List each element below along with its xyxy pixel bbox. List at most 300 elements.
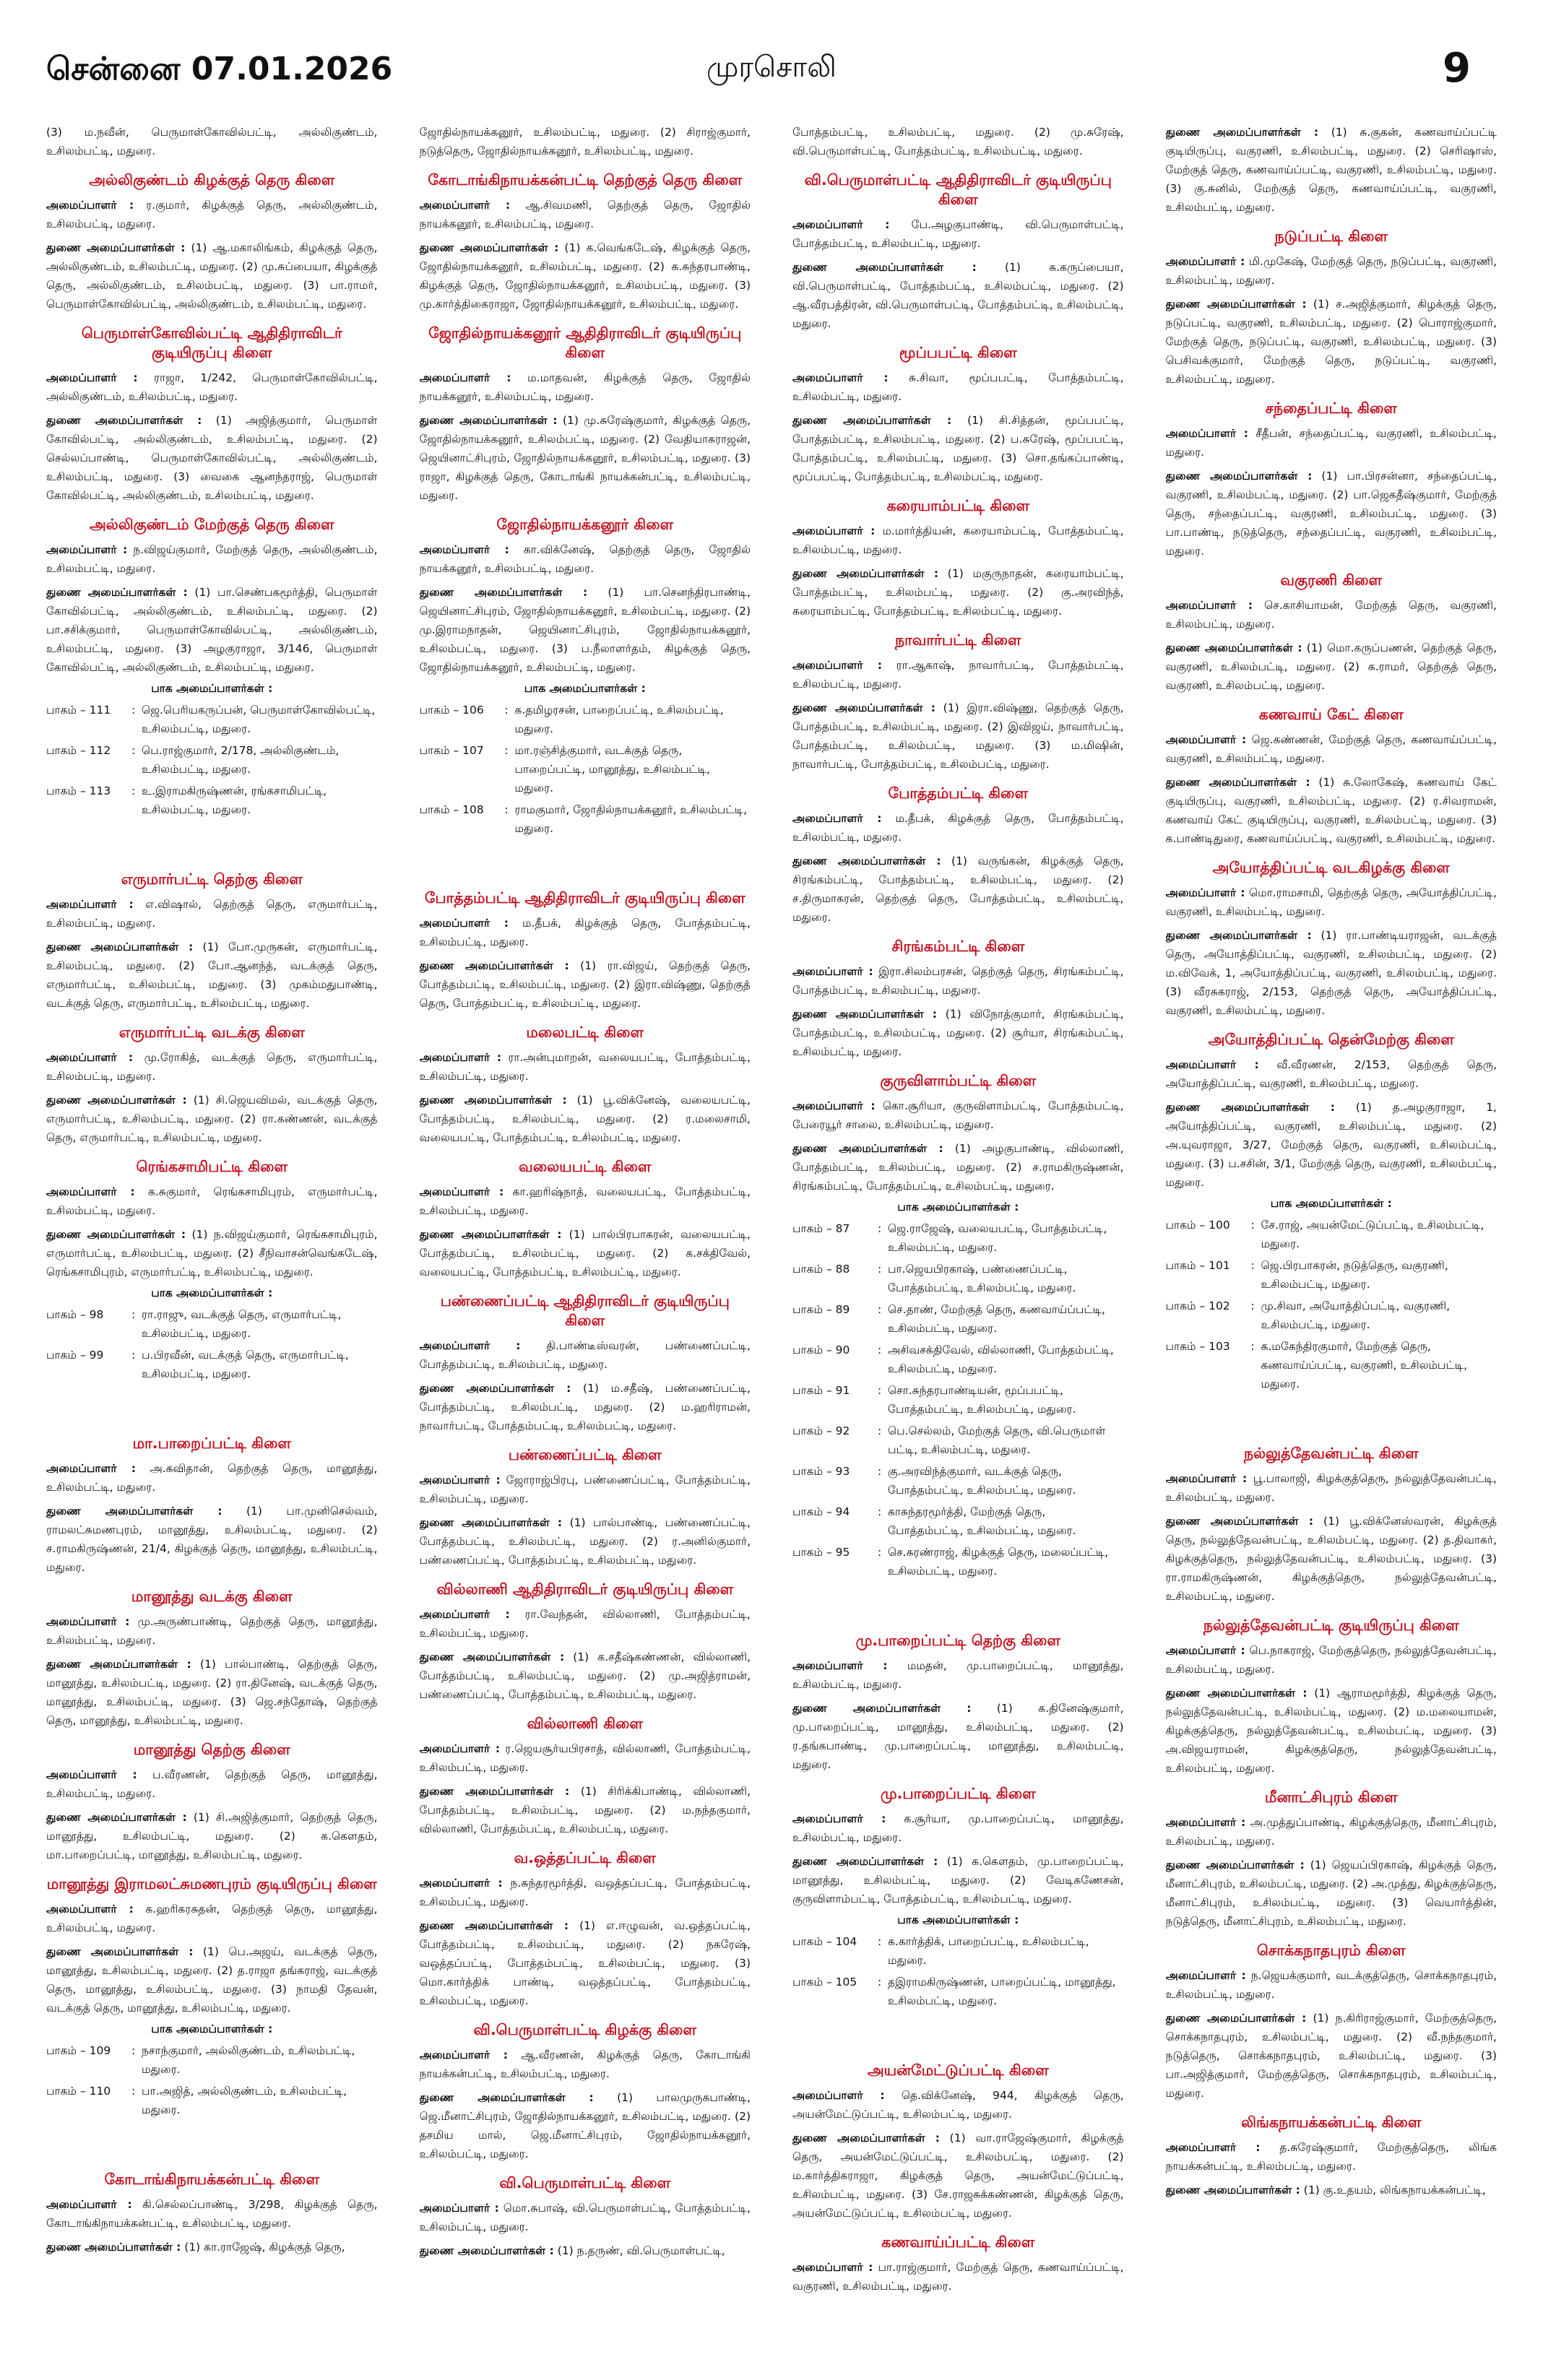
member-paragraph xyxy=(46,1808,378,1864)
branch-section xyxy=(1166,123,1497,217)
member-text: (1) கு.உதயம், லிங்கநாயக்கன்பட்டி, xyxy=(1300,2184,1486,2197)
member-paragraph xyxy=(792,1096,1124,1134)
member-text: பா.ராஜ்குமார், மேற்குத் தெரு, கணவாய்ப்பட்டி, வகுரணி, உசிலம்பட்டி, மதுரை. xyxy=(792,2261,1124,2293)
role-label: அமைப்பாளர் : xyxy=(419,371,511,384)
member-text: இரா.சிலம்பரசன், தெற்குத் தெரு, சிரங்கம்பட்டி, போத்தம்பட்டி, உசிலம்பட்டி, மதுரை. xyxy=(792,965,1124,997)
branch-title: மா.பாறைப்பட்டி கிளை xyxy=(132,1435,291,1452)
member-text: (1) சு.லோகேஷ், கணவாய் கேட் குடியிருப்பு, வகுரணி, உசிலம்பட்டி, மதுரை. (2) ர.சிவராமன், கணவாய் கேட் குடியிருப்பு, வகுரணி, உசிலம்பட்டி, மதுரை. (3) க.பாண்டிதுரை, கணவாய்ப்பட்டி, வகுரணி, உசிலம்பட்டி, மதுரை. xyxy=(1165,776,1497,845)
member-text: (1) சு.கருப்பையா, வி.பெருமாள்பட்டி, போத்தம்பட்டி, உசிலம்பட்டி, மதுரை. (2) ஆ.வீரபத்திரன், வி.பெருமாள்பட்டி, போத்தம்பட்டி, உசிலம்பட்டி, மதுரை. xyxy=(792,261,1124,330)
member-paragraph xyxy=(1166,2009,1497,2103)
branch-section xyxy=(46,1023,378,1147)
role-label: அமைப்பாளர் : xyxy=(419,1742,501,1755)
member-text: ஜோராஜ்பிரபு, பண்ணைப்பட்டி, போத்தம்பட்டி, உசிலம்பட்டி, மதுரை. xyxy=(419,1474,751,1505)
member-text: ஜெ.கண்ணன், மேற்குத் தெரு, கணவாய்ப்பட்டி, வகுரணி, உசிலம்பட்டி, மதுரை. xyxy=(1165,733,1497,765)
booth-number: பாகம் – 98 xyxy=(46,1308,104,1321)
branch-title: அல்லிகுண்டம் கிழக்குத் தெரு கிளை xyxy=(89,171,335,189)
branch-section xyxy=(792,1784,1124,2010)
branch-section xyxy=(420,170,751,313)
page-number: 9 xyxy=(1443,45,1471,92)
role-label: துணை அமைப்பாளர்கள் : xyxy=(46,940,194,953)
member-paragraph xyxy=(420,2241,751,2260)
member-text: (1) வா.ராஜேஷ்குமார், கிழக்குத் தெரு, அயன்மேட்டுப்பட்டி, உசிலம்பட்டி, மதுரை. (2) ம.கார்த்திகராஜா, கிழக்குத் தெரு, அயன்மேட்டுப்பட்டி, உசிலம்பட்டி, மதுரை. (3) சே.ராஜசுக்கண்ணன், கிழக்குத் தெரு, அயன்மேட்டுப்பட்டி, உசிலம்பட்டி, மதுரை. xyxy=(792,2132,1124,2220)
member-paragraph xyxy=(420,583,751,677)
role-label: அமைப்பாளர் : xyxy=(46,1615,130,1628)
separator-colon: : xyxy=(878,1505,882,1518)
role-label: துணை அமைப்பாளர்கள் : xyxy=(419,1094,567,1107)
booth-member: கு.அரவிந்த்குமார், வடக்குத் தெரு, போத்தம்பட்டி, உசிலம்பட்டி, மதுரை. xyxy=(888,1465,1076,1497)
role-label: துணை அமைப்பாளர்கள் : xyxy=(1165,929,1312,942)
member-text: (1) சி.அஜித்குமார், தெற்குத் தெரு, மானூத்து, உசிலம்பட்டி, மதுரை. (2) க.கௌதம், மா.பாறைப்பட்டி, மானூத்து, உசிலம்பட்டி, மதுரை. xyxy=(46,1811,378,1861)
role-label: துணை அமைப்பாளர்கள் : xyxy=(1165,2012,1307,2025)
member-paragraph xyxy=(1166,926,1497,1020)
branch-section xyxy=(792,937,1124,1061)
role-label: துணை அமைப்பாளர்கள் : xyxy=(46,586,188,599)
role-label: அமைப்பாளர் : xyxy=(792,218,890,231)
member-text: தி.பாண்டீஸ்வரன், பண்ணைப்பட்டி, போத்தம்பட்டி, உசிலம்பட்டி, மதுரை. xyxy=(419,1339,751,1371)
separator-colon: : xyxy=(131,704,136,717)
booth-number: பாகம் – 105 xyxy=(792,1976,857,1989)
member-paragraph xyxy=(46,238,378,313)
booth-number: பாகம் – 101 xyxy=(1165,1259,1230,1272)
role-label: அமைப்பாளர் : xyxy=(419,1185,504,1198)
booth-number: பாகம் – 93 xyxy=(792,1465,850,1478)
branch-title: ஜோதில்நாயக்கனூர் ஆதிதிராவிடர் குடியிருப்பு கிளை xyxy=(428,324,742,361)
role-label: துணை அமைப்பாளர்கள் : xyxy=(1165,776,1310,789)
separator-colon: : xyxy=(878,1303,882,1316)
branch-title: அயோத்திப்பட்டி தென்மேற்கு கிளை xyxy=(1208,1031,1454,1048)
member-text: கா.ஹரிஷ்நாத், வலையபட்டி, போத்தம்பட்டி, உசிலம்பட்டி, மதுரை. xyxy=(419,1185,751,1217)
role-label: துணை அமைப்பாளர்கள் : xyxy=(1165,2184,1300,2197)
branch-section xyxy=(792,784,1124,927)
booth-row xyxy=(1166,1256,1497,1294)
separator-colon: : xyxy=(878,1935,882,1948)
booth-member: சொ.சுந்தரபாண்டியன், மூப்பபட்டி, போத்தம்பட்டி, உசிலம்பட்டி, மதுரை. xyxy=(888,1384,1076,1416)
branch-title: பண்ணைப்பட்டி கிளை xyxy=(508,1446,662,1463)
member-paragraph xyxy=(1166,2181,1497,2199)
branch-section xyxy=(46,170,378,313)
branch-title: கரையாம்பட்டி கிளை xyxy=(886,497,1030,514)
member-text: (1) மகுருநாதன், கரையாம்பட்டி, போத்தம்பட்டி, உசிலம்பட்டி, மதுரை. (2) கு.அரவிந்த், கரையாம்பட்டி, போத்தம்பட்டி, உசிலம்பட்டி, மதுரை. xyxy=(792,567,1124,618)
booth-number: பாகம் – 102 xyxy=(1165,1299,1230,1312)
booth-row xyxy=(792,1543,1124,1580)
branch-title: மானூத்து இராமலட்சுமணபுரம் குடியிருப்பு கிளை xyxy=(46,1875,377,1892)
member-paragraph xyxy=(46,1182,378,1220)
booth-member: மு.சிவா, அயோத்திப்பட்டி, வகுரணி, உசிலம்பட்டி, மதுரை. xyxy=(1261,1299,1451,1331)
member-paragraph xyxy=(420,2046,751,2083)
branch-section xyxy=(792,631,1124,774)
separator-colon: : xyxy=(1250,1299,1255,1312)
role-label: துணை அமைப்பாளர்கள் : xyxy=(1165,641,1302,654)
member-paragraph xyxy=(792,2086,1124,2124)
role-label: துணை அமைப்பாளர்கள் : xyxy=(46,2241,181,2254)
separator-colon: : xyxy=(878,1384,882,1397)
branch-section xyxy=(420,324,751,505)
member-text: (1) கா.ராஜேஷ், கிழக்குத் தெரு, xyxy=(181,2241,345,2254)
booth-row xyxy=(46,1346,378,1383)
branch-section xyxy=(46,324,378,505)
separator-colon: : xyxy=(878,1976,882,1989)
member-paragraph xyxy=(420,1048,751,1086)
branch-section xyxy=(420,1023,751,1147)
role-label: துணை அமைப்பாளர்கள் : xyxy=(792,854,941,867)
booth-member: க.தமிழரசன், பாறைப்பட்டி, உசிலம்பட்டி, மதுரை. xyxy=(514,704,724,735)
member-paragraph xyxy=(1166,1098,1497,1192)
member-text: (1) ஜெயப்பிரகாஷ், கிழக்குத் தெரு, மீனாட்சிபுரம், உசிலம்பட்டி, மதுரை. (2) அ.முத்து, கிழக்குத்தெரு, மீனாட்சிபுரம், உசிலம்பட்டி, மதுரை. (3) வெயார்த்தின், நடுத்தெரு, மீனாட்சிபுரம், உசிலம்பட்டி, மதுரை. xyxy=(1165,1858,1497,1928)
member-text: (1) க.வெங்கடேஷ், கிழக்குத் தெரு, ஜோதில்நாயக்கனூர், உசிலம்பட்டி, மதுரை. (2) க.சுந்தரபாண்டி, கிழக்குத் தெரு, ஜோதில்நாயக்கனூர், உசிலம்பட்டி, மதுரை. (3) மு.கார்த்திகைராஜா, ஜோதில்நாயக்கனூர், உசிலம்பட்டி, மதுரை. xyxy=(419,241,751,311)
member-paragraph xyxy=(1166,773,1497,848)
booth-row xyxy=(420,741,751,797)
member-text: எ.விஷால், தெற்குத் தெரு, எருமார்பட்டி, உசிலம்பட்டி, மதுரை. xyxy=(46,898,378,930)
booth-heading: பாக அமைப்பாளர்கள் : xyxy=(1270,1197,1392,1210)
booth-row xyxy=(1166,1297,1497,1334)
member-text: (1) சு.குகன், கணவாய்ப்பட்டி குடியிருப்பு, வகுரணி, உசிலம்பட்டி, மதுரை. (2) செரிஷாஸ், மேற்குத் தெரு, கணவாய்ப்பட்டி, வகுரணி, உசிலம்பட்டி, மதுரை. (3) கு.சுனில், மேற்குத் தெரு, கணவாய்ப்பட்டி, வகுரணி, உசிலம்பட்டி, மதுரை. xyxy=(1165,126,1497,214)
member-paragraph xyxy=(1166,252,1497,290)
member-paragraph xyxy=(792,411,1124,486)
role-label: துணை அமைப்பாளர்கள் : xyxy=(419,1382,571,1395)
member-text: (1) பாலமுருகபாண்டி, ஜெ.மீனாட்சிபுரம், ஜோதில்நாயக்கனூர், உசிலம்பட்டி, மதுரை. (2) தசமிய மால், ஜெ.மீனாட்சிபுரம், ஜோதில்நாயக்கனூர், உசிலம்பட்டி, மதுரை. xyxy=(419,2091,751,2160)
role-label: அமைப்பாளர் : xyxy=(419,2202,499,2215)
booth-member: ராமகுமார், ஜோதில்நாயக்கனூர், உசிலம்பட்டி, மதுரை. xyxy=(514,803,748,835)
branch-section xyxy=(46,870,378,1013)
member-text: (1) மொ.கருப்பணன், தெற்குத் தெரு, வகுரணி, உசிலம்பட்டி, மதுரை. (2) க.ராமர், தெற்குத் தெரு, வகுரணி, உசிலம்பட்டி, மதுரை. xyxy=(1165,641,1497,692)
separator-colon: : xyxy=(1250,1340,1255,1353)
branch-section xyxy=(1166,705,1497,848)
member-text: ம.மாதவன், கிழக்குத் தெரு, ஜோதில் நாயக்கனூர், உசிலம்பட்டி, மதுரை. xyxy=(419,371,751,403)
role-label: துணை அமைப்பாளர்கள் : xyxy=(792,1008,937,1021)
member-text: (1) வருங்கன், கிழக்குத் தெரு, சிரங்கம்பட்டி, போத்தம்பட்டி, உசிலம்பட்டி, மதுரை. (2) ச.திருமாகரன், தெற்குத் தெரு, போத்தம்பட்டி, உசிலம்பட்டி, மதுரை. xyxy=(792,854,1124,924)
separator-colon: : xyxy=(131,2085,136,2098)
booth-row xyxy=(420,701,751,738)
role-label: அமைப்பாளர் : xyxy=(46,1462,136,1475)
member-paragraph xyxy=(1166,295,1497,389)
booth-member: நசாந்குமார், அல்லிகுண்டம், உசிலம்பட்டி, மதுரை. xyxy=(142,2044,355,2076)
role-label: அமைப்பாளர் : xyxy=(1165,1472,1248,1485)
branch-title: ஜோதில்நாயக்கனூர் கிளை xyxy=(496,516,674,533)
member-text: மொ.சுபாஷ், வி.பெருமாள்பட்டி, போத்தம்பட்டி, உசிலம்பட்டி, மதுரை. xyxy=(419,2202,751,2233)
member-paragraph xyxy=(1166,1856,1497,1931)
member-paragraph xyxy=(46,895,378,932)
branch-title: சொக்கநாதபுரம் கிளை xyxy=(1256,1942,1406,1959)
branch-title: வில்லாணி கிளை xyxy=(527,1715,643,1732)
member-text: (1) க.தினேஷ்குமார், மு.பாறைப்பட்டி, மானூத்து, உசிலம்பட்டி, மதுரை. (2) ர.தங்கபாண்டி, மு.பாறைப்பட்டி, மானூத்து, உசிலம்பட்டி, மதுரை. xyxy=(792,1702,1124,1771)
booth-number: பாகம் – 91 xyxy=(792,1384,850,1397)
member-text: ராஜா, 1/242, பெருமாள்கோவில்பட்டி, அல்லிகுண்டம், உசிலம்பட்டி, மதுரை. xyxy=(46,371,378,403)
booth-member: ரா.ராஜு, வடக்குத் தெரு, எருமார்பட்டி, உசிலம்பட்டி, மதுரை. xyxy=(142,1308,342,1340)
booth-number: பாகம் – 89 xyxy=(792,1303,850,1316)
role-label: அமைப்பாளர் : xyxy=(46,1185,135,1198)
branch-section xyxy=(46,1434,378,1577)
member-paragraph xyxy=(1166,467,1497,561)
branch-title: நல்லுத்தேவன்பட்டி கிளை xyxy=(1243,1445,1419,1462)
column-3 xyxy=(792,123,1124,2369)
member-paragraph xyxy=(792,1656,1124,1694)
booth-number: பாகம் – 94 xyxy=(792,1505,850,1518)
role-label: துணை அமைப்பாளர்கள் : xyxy=(792,567,939,580)
booth-row xyxy=(792,1973,1124,2010)
booth-member: அசிவசக்திவேல், வில்லாணி, போத்தம்பட்டி, உசிலம்பட்டி, மதுரை. xyxy=(888,1343,1114,1375)
member-text: ர.குமார், கிழக்குத் தெரு, அல்லிகுண்டம், உசிலம்பட்டி, மதுரை. xyxy=(46,199,378,230)
booth-member: சே.ராஜ், அயன்மேட்டுப்பட்டி, உசிலம்பட்டி, மதுரை. xyxy=(1261,1219,1484,1250)
branch-title: வி.பெருமாள்பட்டி கிழக்கு கிளை xyxy=(473,2021,696,2038)
member-text: ந.சுந்தரமூர்த்தி, வஒத்தப்பட்டி, போத்தம்பட்டி, உசிலம்பட்டி, மதுரை. xyxy=(419,1877,751,1908)
branch-section xyxy=(1166,1444,1497,1606)
branch-title: குருவிளாம்பட்டி கிளை xyxy=(880,1072,1037,1089)
booth-row xyxy=(46,701,378,738)
separator-colon: : xyxy=(131,2044,136,2057)
member-paragraph xyxy=(420,956,751,1013)
branch-title: வி.பெருமாள்பட்டி கிளை xyxy=(499,2174,671,2191)
booth-member: செ.தாண், மேற்குத் தெரு, கணவாய்ப்பட்டி, உசிலம்பட்டி, மதுரை. xyxy=(888,1303,1105,1335)
member-paragraph xyxy=(420,1225,751,1281)
member-text: (1) பால்பாண்டி, பண்ணைப்பட்டி, போத்தம்பட்டி, உசிலம்பட்டி, மதுரை. (2) ர.அனில்குமார், பண்ணைப்பட்டி, போத்தம்பட்டி, உசிலம்பட்டி, மதுரை. xyxy=(419,1516,751,1567)
member-text: (1) ந.விஜய்குமார், ரெங்கசாமிபுரம், எருமார்பட்டி, உசிலம்பட்டி, மதுரை. (2) சீநிவாசன்வெங்கடேஷ், ரெங்கசாமிபுரம், எருமார்பட்டி, உசிலம்பட்டி, மதுரை. xyxy=(46,1228,378,1278)
role-label: அமைப்பாளர் : xyxy=(792,1659,888,1672)
separator-colon: : xyxy=(504,704,509,717)
member-text: (1) ச.அஜித்குமார், கிழக்குத் தெரு, நடுப்பட்டி, வகுரணி, உசிலம்பட்டி, மதுரை. (2) பொராஜ்குமார், மேற்குத் தெரு, நடுப்பட்டி, வகுரணி, உசிலம்பட்டி, மதுரை. (3) பெசிவக்குமார், மேற்குத் தெரு, நடுப்பட்டி, வகுரணி, உசிலம்பட்டி, மதுரை. xyxy=(1165,298,1497,386)
branch-section xyxy=(420,1291,751,1435)
member-text: (1) பெ.அஜய், வடக்குத் தெரு, மானூத்து, உசிலம்பட்டி, மதுரை. (2) த.ராஜா தங்கராஜ், வடக்குத் தெரு, மானூத்து, உசிலம்பட்டி, மதுரை. (3) நாமதி தேவன், வடக்குத் தெரு, மானூத்து, உசிலம்பட்டி, மதுரை. xyxy=(46,1945,378,2015)
branch-section xyxy=(420,1157,751,1281)
role-label: அமைப்பாளர் : xyxy=(419,1608,510,1621)
booth-row xyxy=(792,1341,1124,1378)
member-text: போத்தம்பட்டி, உசிலம்பட்டி, மதுரை. (2) மு.சுரேஷ், வி.பெருமாள்பட்டி, போத்தம்பட்டி, உசிலம்பட்டி, மதுரை. xyxy=(792,126,1124,157)
member-text: (1) த.அழகுராஜா, 1, அயோத்திப்பட்டி, வகுரணி, உசிலம்பட்டி, மதுரை. (2) அ.யுவராஜா, 3/27, மேற்குத் தெரு, வகுரணி, உசிலம்பட்டி, மதுரை. (3) ப.சசின், 3/1, மேற்குத் தெரு, வகுரணி, உசிலம்பட்டி, மதுரை. xyxy=(1165,1101,1497,1189)
member-text: (1) க.சதீஷ்கண்ணன், வில்லாணி, போத்தம்பட்டி, உசிலம்பட்டி, மதுரை. (2) மு.அஜித்ராமன், பண்ணைப்பட்டி, போத்தம்பட்டி, உசிலம்பட்டி, மதுரை. xyxy=(419,1650,751,1701)
booth-member: பா.அஜித், அல்லிகுண்டம், உசிலம்பட்டி, மதுரை. xyxy=(142,2085,347,2116)
booth-number: பாகம் – 112 xyxy=(46,744,111,757)
member-paragraph xyxy=(420,123,751,160)
role-label: துணை அமைப்பாளர்கள் : xyxy=(419,1785,570,1798)
separator-colon: : xyxy=(878,1263,882,1276)
member-paragraph xyxy=(420,1605,751,1643)
member-text: (1) பூ.விக்னேஷ், வலையபட்டி, போத்தம்பட்டி, உசிலம்பட்டி, மதுரை. (2) ர.மலைசாமி, வலையபட்டி, போத்தம்பட்டி, உசிலம்பட்டி, மதுரை. xyxy=(419,1094,751,1144)
branch-section xyxy=(420,515,751,838)
branch-title: அயோத்திப்பட்டி வடகிழக்கு கிளை xyxy=(1212,859,1450,876)
branch-title: வலையபட்டி கிளை xyxy=(519,1158,652,1175)
branch-title: மு.பாறைப்பட்டி தெற்கு கிளை xyxy=(855,1632,1060,1649)
role-label: அமைப்பாளர் : xyxy=(419,199,511,212)
branch-section xyxy=(46,1157,378,1383)
booth-heading: பாக அமைப்பாளர்கள் : xyxy=(151,2022,273,2035)
branch-title: ரெங்கசாமிபட்டி கிளை xyxy=(136,1158,288,1175)
member-paragraph xyxy=(1166,1813,1497,1851)
member-paragraph xyxy=(420,1648,751,1704)
member-paragraph xyxy=(46,1612,378,1650)
member-paragraph xyxy=(46,540,378,578)
booth-member: ஜெ.பெரியகருப்பன், பெருமாள்கோவில்பட்டி, உசிலம்பட்டி, மதுரை. xyxy=(142,704,376,735)
member-text: பூ.பாலாஜி, கிழக்குத்தெரு, நல்லுத்தேவன்பட்டி, உசிலம்பட்டி, மதுரை. xyxy=(1165,1472,1497,1504)
role-label: அமைப்பாளர் : xyxy=(1165,733,1247,746)
booth-number: பாகம் – 103 xyxy=(1165,1340,1230,1353)
member-paragraph xyxy=(1166,123,1497,217)
separator-colon: : xyxy=(131,1308,136,1321)
booth-row xyxy=(46,1305,378,1343)
separator-colon: : xyxy=(504,744,509,757)
member-text: (1) விநோத்குமார், சிரங்கம்பட்டி, போத்தம்பட்டி, உசிலம்பட்டி, மதுரை. (2) சூர்யா, சிரங்கம்பட்டி, உசிலம்பட்டி, மதுரை. xyxy=(792,1008,1124,1058)
branch-title: மீனாட்சிபுரம் கிளை xyxy=(1264,1788,1398,1806)
member-paragraph xyxy=(420,1091,751,1147)
member-text: (1) மு.சுரேஷ்குமார், கிழக்குத் தெரு, ஜோதில்நாயக்கனூர், உசிலம்பட்டி, மதுரை. (2) வேதியாகராஜன், ஜெயினாட்சிபுரம், ஜோதில்நாயக்கனூர், உசிலம்பட்டி, மதுரை. (3) ராஜா, கிழக்குத் தெரு, கோடாங்கி நாயக்கன்பட்டி, உசிலம்பட்டி, மதுரை. xyxy=(419,414,751,502)
branch-section xyxy=(46,1874,378,2119)
member-paragraph xyxy=(792,123,1124,160)
member-paragraph xyxy=(420,368,751,406)
branch-title: நடுப்பட்டி கிளை xyxy=(1274,228,1388,245)
role-label: துணை அமைப்பாளர்கள் : xyxy=(419,241,559,254)
member-paragraph xyxy=(46,1091,378,1147)
booth-row xyxy=(46,2041,378,2079)
role-label: துணை அமைப்பாளர்கள் : xyxy=(419,1516,563,1529)
member-paragraph xyxy=(792,1699,1124,1774)
booth-member: காசுந்தரமூர்த்தி, மேற்குத் தெரு, போத்தம்பட்டி, உசிலம்பட்டி, மதுரை. xyxy=(888,1505,1076,1537)
member-text: அ.முத்துப்பாண்டி, கிழக்குத்தெரு, மீனாட்சிபுரம், உசிலம்பட்டி, மதுரை. xyxy=(1165,1816,1497,1848)
booth-number: பாகம் – 90 xyxy=(792,1343,850,1356)
branch-title: எருமார்பட்டி வடக்கு கிளை xyxy=(118,1024,305,1041)
member-text: செ.காசியாமன், மேற்குத் தெரு, வகுரணி, உசிலம்பட்டி, மதுரை. xyxy=(1165,599,1497,631)
role-label: அமைப்பாளர் : xyxy=(1165,886,1245,899)
role-label: அமைப்பாளர் : xyxy=(792,812,882,825)
branch-title: கணவாய் கேட் கிளை xyxy=(1258,706,1404,723)
branch-title: நல்லுத்தேவன்பட்டி குடியிருப்பு கிளை xyxy=(1203,1617,1459,1634)
member-paragraph xyxy=(792,852,1124,927)
separator-colon: : xyxy=(878,1424,882,1437)
member-text: அ.கவிதான், தெற்குத் தெரு, மானூத்து, உசிலம்பட்டி, மதுரை. xyxy=(46,1462,378,1494)
booth-number: பாகம் – 100 xyxy=(1165,1219,1230,1232)
member-text: ரா.அன்புமாறன், வலையபட்டி, போத்தம்பட்டி, உசிலம்பட்டி, மதுரை. xyxy=(419,1051,751,1083)
booth-row xyxy=(792,1421,1124,1459)
member-paragraph xyxy=(46,123,378,160)
member-paragraph xyxy=(46,1502,378,1577)
role-label: துணை அமைப்பாளர்கள் : xyxy=(792,2132,940,2145)
member-text: (1) அழகுபாண்டி, வில்லாணி, போத்தம்பட்டி, உசிலம்பட்டி, மதுரை. (2) ச.ராமகிருஷ்ணன், சிரங்கம்பட்டி, போத்தம்பட்டி, உசிலம்பட்டி, மதுரை. xyxy=(792,1142,1124,1193)
member-text: (1) சிரிக்கிபாண்டி, வில்லாணி, போத்தம்பட்டி, உசிலம்பட்டி, மதுரை. (2) ம.நந்தகுமார், வில்லாணி, போத்தம்பட்டி, உசிலம்பட்டி, மதுரை. xyxy=(419,1785,751,1835)
member-paragraph xyxy=(1166,1512,1497,1606)
dateline: சென்னை 07.01.2026 xyxy=(46,51,393,87)
member-text: (1) ம.சதீஷ், பண்ணைப்பட்டி, போத்தம்பட்டி, உசிலம்பட்டி, மதுரை. (2) ம.ஹரிராமன், நாவார்பட்டி, போத்தம்பட்டி, உசிலம்பட்டி, மதுரை. xyxy=(419,1382,751,1432)
member-text: ம.மார்த்தியன், கரையாம்பட்டி, போத்தம்பட்டி, உசிலம்பட்டி, மதுரை. xyxy=(792,524,1124,556)
branch-section xyxy=(792,343,1124,486)
member-text: ந.ஜெயக்குமார், வடக்குத்தெரு, சொக்கநாதபுரம், உசிலம்பட்டி, மதுரை. xyxy=(1165,1969,1497,2001)
branch-title: மானூத்து வடக்கு கிளை xyxy=(131,1588,293,1605)
member-text: க.ஹரிகரசுதன், தெற்குத் தெரு, மானூத்து, உசிலம்பட்டி, மதுரை. xyxy=(46,1903,378,1934)
branch-section xyxy=(46,2170,378,2256)
member-paragraph xyxy=(1166,883,1497,921)
role-label: அமைப்பாளர் : xyxy=(419,2048,509,2061)
role-label: அமைப்பாளர் : xyxy=(1165,599,1253,612)
member-paragraph xyxy=(46,1655,378,1730)
role-label: அமைப்பாளர் : xyxy=(792,2261,873,2274)
separator-colon: : xyxy=(131,1349,136,1362)
booth-row xyxy=(792,1932,1124,1970)
booth-member: பா.ஜெயபிரகாஷ், பண்ணைப்பட்டி, போத்தம்பட்டி, உசிலம்பட்டி, மதுரை. xyxy=(888,1263,1076,1294)
role-label: துணை அமைப்பாளர்கள் : xyxy=(792,701,935,714)
member-paragraph xyxy=(792,1005,1124,1061)
member-paragraph xyxy=(420,1471,751,1508)
booth-member: பெ.ராஜ்குமார், 2/178, அல்லிகுண்டம், உசிலம்பட்டி, மதுரை. xyxy=(142,744,340,776)
member-text: (1) அஜித்குமார், பெருமாள் கோவில்பட்டி, அல்லிகுண்டம், உசிலம்பட்டி, மதுரை. (2) செல்லப்பாண்டி, பெருமாள்கோவில்பட்டி, அல்லிகுண்டம், உசிலம்பட்டி, மதுரை. (3) வைகை ஆனந்தராஜ், பெருமாள் கோவில்பட்டி, அல்லிகுண்டம், உசிலம்பட்டி, மதுரை. xyxy=(46,414,378,502)
role-label: அமைப்பாளர் : xyxy=(46,2198,132,2211)
role-label: அமைப்பாளர் : xyxy=(792,1099,876,1112)
member-text: க.சுகுமார், ரெங்கசாமிபுரம், எருமார்பட்டி, உசிலம்பட்டி, மதுரை. xyxy=(46,1185,378,1217)
member-paragraph xyxy=(420,914,751,951)
role-label: துணை அமைப்பாளர்கள் : xyxy=(792,1142,943,1155)
booth-member: ஜெ.பிரபாகரன், நடுத்தெரு, வகுரணி, உசிலம்பட்டி, மதுரை. xyxy=(1261,1259,1448,1291)
booth-row xyxy=(1166,1216,1497,1253)
member-paragraph xyxy=(792,962,1124,1000)
page-header xyxy=(0,0,1543,101)
member-text: பே.அழகுபாண்டி, வி.பெருமாள்பட்டி, போத்தம்பட்டி, உசிலம்பட்டி, மதுரை. xyxy=(792,218,1124,250)
member-paragraph xyxy=(420,1782,751,1838)
member-paragraph xyxy=(792,215,1124,253)
member-paragraph xyxy=(792,1852,1124,1908)
member-paragraph xyxy=(420,1874,751,1911)
member-paragraph xyxy=(792,809,1124,847)
booth-number: பாகம் – 104 xyxy=(792,1935,857,1948)
booth-heading: பாக அமைப்பாளர்கள் : xyxy=(897,1200,1019,1213)
member-paragraph xyxy=(46,196,378,233)
member-paragraph xyxy=(420,2199,751,2236)
booth-number: பாகம் – 95 xyxy=(792,1546,850,1559)
branch-title: பண்ணைப்பட்டி ஆதிதிராவிடர் குடியிருப்பு கிளை xyxy=(440,1292,730,1329)
branch-section xyxy=(1166,399,1497,561)
member-text: சீதீபன், சந்தைப்பட்டி, வகுரணி, உசிலம்பட்டி, மதுரை. xyxy=(1165,427,1497,459)
separator-colon: : xyxy=(878,1343,882,1356)
booth-heading: பாக அமைப்பாளர்கள் : xyxy=(151,1286,273,1299)
branch-title: வி.பெருமாள்பட்டி ஆதிதிராவிடர் குடியிருப்பு கிளை xyxy=(804,171,1112,208)
member-paragraph xyxy=(792,564,1124,620)
role-label: அமைப்பாளர் : xyxy=(792,2089,885,2102)
booth-row xyxy=(46,782,378,819)
booth-row xyxy=(792,1300,1124,1338)
booth-heading: பாக அமைப்பாளர்கள் : xyxy=(524,682,646,695)
member-text: (1) போ.முருகன், எருமார்பட்டி, உசிலம்பட்டி, மதுரை. (2) போ.ஆனந்த், வடக்குத் தெரு, எருமார்பட்டி, உசிலம்பட்டி, மதுரை. (3) முகம்மதுபாண்டி, வடக்குத் தெரு, எருமார்பட்டி, உசிலம்பட்டி, மதுரை. xyxy=(46,940,378,1010)
member-text: (1) சி.சித்தன், மூப்பபட்டி, போத்தம்பட்டி, உசிலம்பட்டி, மதுரை. (2) ப.சுரேஷ், மூப்பபட்டி, போத்தம்பட்டி, உசிலம்பட்டி, மதுரை. (3) சொ.தங்கப்பாண்டி, மூப்பபட்டி, போத்தம்பட்டி, உசிலம்பட்டி, மதுரை. xyxy=(792,414,1124,483)
role-label: அமைப்பாளர் : xyxy=(792,965,873,978)
role-label: அமைப்பாளர் : xyxy=(419,1877,503,1890)
role-label: அமைப்பாளர் : xyxy=(1165,2141,1261,2154)
role-label: துணை அமைப்பாளர்கள் : xyxy=(419,1650,565,1663)
role-label: துணை அமைப்பாளர்கள் : xyxy=(792,414,952,427)
member-paragraph xyxy=(46,1459,378,1497)
branch-title: கணவாய்ப்பட்டி கிளை xyxy=(881,2233,1035,2251)
booth-row xyxy=(46,741,378,779)
branch-title: எருமார்பட்டி தெற்கு கிளை xyxy=(121,870,303,888)
member-text: (1) பா.முனிசெல்வம், ராமலட்சுமணபுரம், மானூத்து, உசிலம்பட்டி, மதுரை. (2) ச.ராமகிருஷ்ணன், 21/4, கிழக்குத் தெரு, மானூத்து, உசிலம்பட்டி, மதுரை. xyxy=(46,1505,378,1574)
booth-number: பாகம் – 92 xyxy=(792,1424,850,1437)
member-paragraph xyxy=(1166,424,1497,462)
branch-title: அயன்மேட்டுப்பட்டி கிளை xyxy=(867,2061,1049,2079)
role-label: அமைப்பாளர் : xyxy=(46,371,138,384)
branch-section xyxy=(1166,571,1497,695)
branch-section xyxy=(1166,1616,1497,1778)
branch-section xyxy=(792,496,1124,620)
separator-colon: : xyxy=(1250,1259,1255,1272)
role-label: துணை அமைப்பாளர்கள் : xyxy=(46,241,186,254)
member-paragraph xyxy=(420,238,751,313)
member-paragraph xyxy=(420,1379,751,1435)
role-label: அமைப்பாளர் : xyxy=(1165,1644,1245,1657)
booth-row xyxy=(792,1502,1124,1540)
branch-section xyxy=(420,888,751,1013)
member-text: மமதன், மு.பாறைப்பட்டி, மானூத்து, உசிலம்பட்டி, மதுரை. xyxy=(792,1659,1124,1691)
role-label: அமைப்பாளர் : xyxy=(419,1474,501,1487)
branch-section xyxy=(1166,1941,1497,2103)
branch-title: நாவார்பட்டி கிளை xyxy=(894,631,1021,649)
role-label: அமைப்பாளர் : xyxy=(792,1812,886,1825)
booth-number: பாகம் – 108 xyxy=(419,803,484,816)
member-paragraph xyxy=(792,368,1124,406)
booth-row xyxy=(792,1462,1124,1500)
branch-title: மு.பாறைப்பட்டி கிளை xyxy=(880,1785,1036,1802)
